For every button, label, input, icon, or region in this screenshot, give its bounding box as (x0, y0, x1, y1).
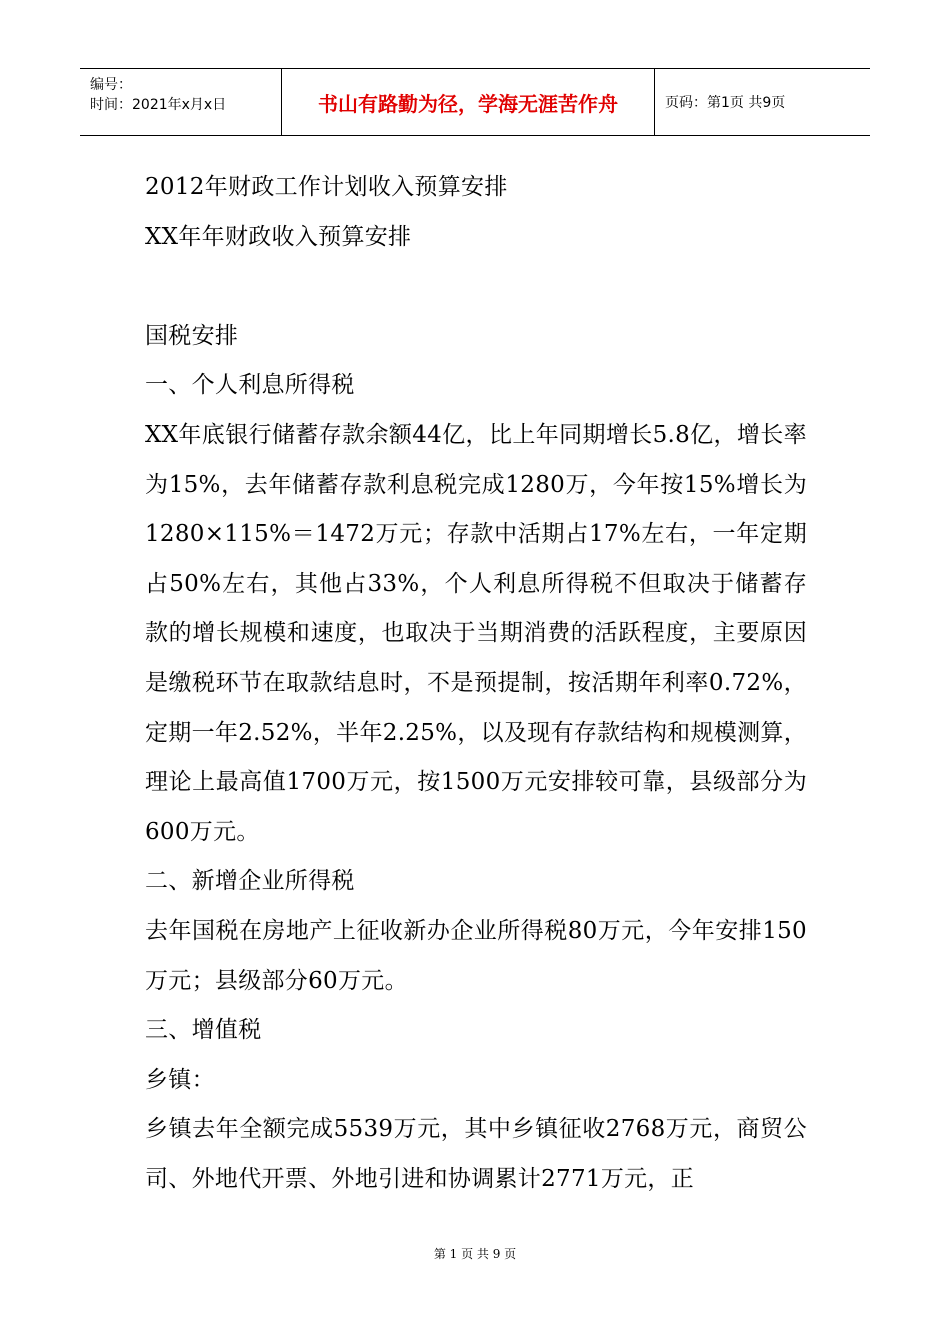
document-title: 2012年财政工作计划收入预算安排 (145, 174, 508, 200)
body-paragraph: 乡镇去年全额完成5539万元，其中乡镇征收2768万元，商贸公司、外地代开票、外地引进和协调累计2771万元，正 (145, 1116, 807, 1192)
spacer (145, 262, 807, 312)
body-paragraph: XX年底银行储蓄存款余额44亿，比上年同期增长5.8亿，增长率为15%，去年储蓄存款利息税完成1280万，今年按15%增长为1280×115%＝1472万元；存款中活期占17%左右，一年定期占50%左右，其他占33%，个人利息所得税不但取决于储蓄存款的增长规模和速度，也取决于当期消费的活跃程度，主要原因是缴税环节在取款结息时，不是预提制，按活期年利率0.72%，定期一年2.52%，半年2.25%，以及现有存款结构和规模测算，理论上最高值1700万元，按1500万元安排较可靠，县级部分为600万元。 (145, 421, 807, 845)
document-body (145, 163, 807, 1204)
header-page-info: 页码：第1页 共9页 (665, 95, 786, 111)
number-label: 编号： (90, 77, 132, 93)
time-label: 时间：2021年x月x日 (90, 97, 227, 113)
sub-heading: 乡镇： (145, 1066, 215, 1093)
section-heading: 三、增值税 (145, 1017, 262, 1044)
section-heading: 国税安排 (145, 322, 239, 349)
body-paragraph: 去年国税在房地产上征收新办企业所得税80万元，今年安排150万元；县级部分60万元。 (145, 917, 807, 994)
page-footer: 第 1 页 共 9 页 (433, 1247, 517, 1261)
section-heading: 二、新增企业所得税 (145, 868, 355, 895)
document-header (80, 68, 870, 136)
document-subtitle: XX年年财政收入预算安排 (145, 223, 412, 250)
header-motto: 书山有路勤为径，学海无涯苦作舟 (282, 69, 655, 135)
header-meta (80, 69, 282, 135)
section-heading: 一、个人利息所得税 (145, 372, 355, 399)
